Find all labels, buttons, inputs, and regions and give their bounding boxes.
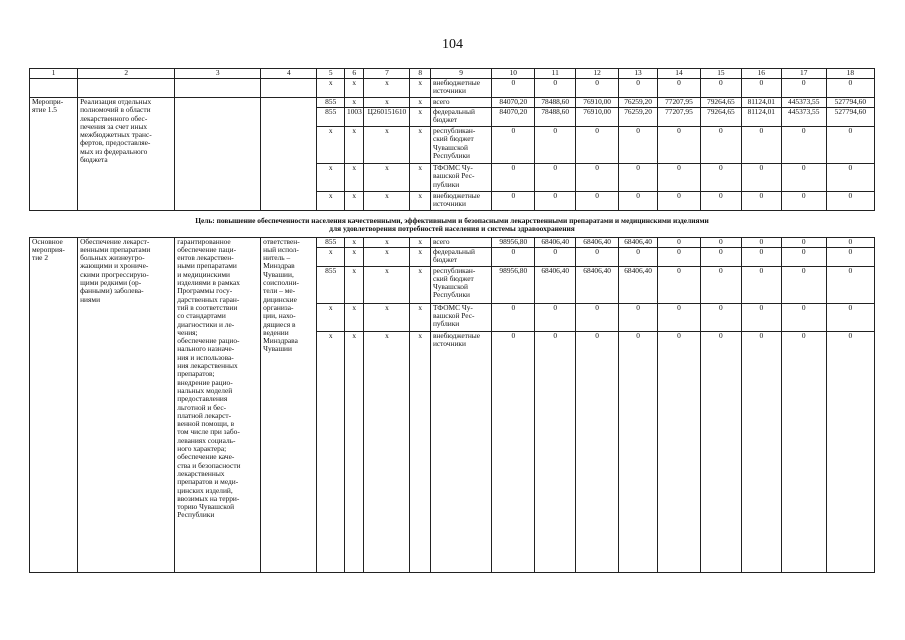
value-cell: 0	[619, 192, 658, 211]
empty-cell	[175, 98, 261, 211]
value-cell: 0	[700, 247, 741, 266]
header-cell: 11	[535, 69, 576, 79]
code-cell-c7: x	[364, 247, 410, 266]
value-cell: 76259,20	[619, 108, 658, 127]
header-cell: 16	[741, 69, 781, 79]
source-cell: внебюджетные источники	[430, 79, 491, 98]
code-cell-c8: x	[410, 331, 430, 572]
header-cell: 4	[261, 69, 317, 79]
value-cell: 76259,20	[619, 98, 658, 108]
value-cell: 0	[576, 247, 619, 266]
value-cell: 0	[700, 192, 741, 211]
value-cell: 98956,80	[492, 266, 535, 303]
value-cell: 0	[492, 127, 535, 164]
code-cell-c5: x	[317, 331, 345, 572]
executor-cell: ответствен- ный испол- нитель – Минздрав Чувашии, соисполни- тели – ме- дицинские организа- ции, нахо- дящиеся в ведении Минздрава Чувашии	[261, 237, 317, 572]
table-row	[30, 79, 875, 98]
value-cell: 0	[576, 331, 619, 572]
value-cell: 0	[741, 127, 781, 164]
value-cell: 0	[700, 127, 741, 164]
code-cell-c5: x	[317, 79, 345, 98]
value-cell: 0	[781, 192, 826, 211]
code-cell-c5: x	[317, 164, 345, 192]
code-cell-c7: x	[364, 127, 410, 164]
code-cell-c7: x	[364, 164, 410, 192]
expected-result: гарантированное обеспечение паци- ентов лекарствен- ными препаратами и медицинскими изделиями в рамках Программы госу- дарственных гаран- тий в соответствии со стандартами диагностики и ле- чения; обеспечение рацио- нального назначе- ния и использова- ния лекарственных препаратов; внедрение рацио- нальных моделей предоставления льготной и бес- платной лекарст- венной помощи, в том числе при забо- леваниях социаль- ного характера; обеспечение каче- ства и безопасности лекарственных препаратов и меди- цинских изделий, ввозимых на терри- торию Чувашской Республики	[175, 237, 261, 572]
value-cell: 0	[576, 164, 619, 192]
value-cell: 527794,60	[826, 98, 874, 108]
source-cell: ТФОМС Чу- вашской Рес- публики	[430, 303, 491, 331]
source-cell: всего	[430, 98, 491, 108]
value-cell: 78488,60	[535, 108, 576, 127]
value-cell: 0	[535, 247, 576, 266]
value-cell: 0	[619, 247, 658, 266]
code-cell-c8: x	[410, 247, 430, 266]
code-cell-c7: Ц260151610	[364, 108, 410, 127]
empty-cell	[175, 79, 261, 98]
value-cell: 0	[657, 192, 700, 211]
value-cell: 0	[781, 127, 826, 164]
value-cell: 0	[700, 303, 741, 331]
empty-cell	[261, 98, 317, 211]
source-cell: внебюджетные источники	[430, 331, 491, 572]
value-cell: 0	[741, 192, 781, 211]
value-cell: 0	[657, 331, 700, 572]
value-cell: 0	[657, 303, 700, 331]
event-label: Меропри- ятие 1.5	[30, 98, 78, 211]
code-cell-c5: x	[317, 247, 345, 266]
value-cell: 77207,95	[657, 98, 700, 108]
value-cell: 76910,00	[576, 108, 619, 127]
value-cell: 0	[535, 192, 576, 211]
value-cell: 0	[741, 164, 781, 192]
value-cell: 0	[826, 266, 874, 303]
value-cell: 0	[781, 266, 826, 303]
code-cell-c6: 1003	[345, 108, 364, 127]
value-cell: 0	[741, 237, 781, 247]
event-name: Реализация отдельных полномочий в области лекарственного обес- печения за счет иных межбюджетных транс- фертов, предоставляе- мых из федерального бюджета	[78, 98, 175, 211]
code-cell-c6: x	[345, 303, 364, 331]
value-cell: 0	[576, 303, 619, 331]
source-cell: республикан- ский бюджет Чувашской Республики	[430, 127, 491, 164]
funding-table	[29, 68, 875, 573]
value-cell: 84070,20	[492, 108, 535, 127]
value-cell: 0	[535, 79, 576, 98]
value-cell: 0	[576, 127, 619, 164]
value-cell: 0	[781, 247, 826, 266]
source-cell: республикан- ский бюджет Чувашской Республики	[430, 266, 491, 303]
code-cell-c5: x	[317, 127, 345, 164]
code-cell-c7: x	[364, 79, 410, 98]
value-cell: 527794,60	[826, 108, 874, 127]
value-cell: 0	[535, 127, 576, 164]
table-row	[30, 237, 875, 247]
event-name: Обеспечение лекарст- венными препаратами больных жизнеугро- жающими и хрониче- скими прогрессирую- щими редкими (ор- фанными) заболева- ниями	[78, 237, 175, 572]
code-cell-c6: x	[345, 127, 364, 164]
value-cell: 0	[492, 303, 535, 331]
value-cell: 0	[619, 331, 658, 572]
header-cell: 3	[175, 69, 261, 79]
value-cell: 445373,55	[781, 108, 826, 127]
empty-cell	[261, 79, 317, 98]
header-cell: 5	[317, 69, 345, 79]
value-cell: 0	[741, 331, 781, 572]
value-cell: 0	[741, 303, 781, 331]
code-cell-c7: x	[364, 303, 410, 331]
code-cell-c8: x	[410, 98, 430, 108]
value-cell: 0	[781, 331, 826, 572]
header-cell: 13	[619, 69, 658, 79]
header-cell: 18	[826, 69, 874, 79]
value-cell: 0	[657, 247, 700, 266]
value-cell: 0	[741, 247, 781, 266]
header-cell: 17	[781, 69, 826, 79]
code-cell-c5: x	[317, 303, 345, 331]
code-cell-c8: x	[410, 192, 430, 211]
page-number: 104	[442, 37, 463, 52]
code-cell-c5: 855	[317, 237, 345, 247]
value-cell: 0	[492, 247, 535, 266]
table-row	[30, 98, 875, 108]
source-cell: внебюджетные источники	[430, 192, 491, 211]
header-cell: 1	[30, 69, 78, 79]
code-cell-c6: x	[345, 237, 364, 247]
header-cell: 2	[78, 69, 175, 79]
value-cell: 0	[657, 164, 700, 192]
value-cell: 0	[700, 331, 741, 572]
value-cell: 0	[657, 127, 700, 164]
empty-cell	[78, 79, 175, 98]
code-cell-c5: 855	[317, 98, 345, 108]
value-cell: 0	[826, 237, 874, 247]
header-cell: 15	[700, 69, 741, 79]
goal-row	[30, 211, 875, 238]
event-label: Основное мероприя- тие 2	[30, 237, 78, 572]
value-cell: 0	[492, 79, 535, 98]
value-cell: 98956,80	[492, 237, 535, 247]
code-cell-c6: x	[345, 79, 364, 98]
code-cell-c7: x	[364, 331, 410, 572]
code-cell-c6: x	[345, 98, 364, 108]
value-cell: 79264,65	[700, 108, 741, 127]
value-cell: 0	[576, 192, 619, 211]
code-cell-c8: x	[410, 127, 430, 164]
source-cell: ТФОМС Чу- вашской Рес- публики	[430, 164, 491, 192]
empty-cell	[30, 79, 78, 98]
value-cell: 0	[492, 164, 535, 192]
value-cell: 0	[700, 164, 741, 192]
value-cell: 68406,40	[535, 237, 576, 247]
code-cell-c5: 855	[317, 266, 345, 303]
code-cell-c7: x	[364, 237, 410, 247]
value-cell: 68406,40	[576, 237, 619, 247]
code-cell-c8: x	[410, 164, 430, 192]
value-cell: 0	[741, 79, 781, 98]
value-cell: 0	[657, 266, 700, 303]
code-cell-c8: x	[410, 79, 430, 98]
value-cell: 78488,60	[535, 98, 576, 108]
value-cell: 0	[781, 303, 826, 331]
value-cell: 0	[700, 237, 741, 247]
value-cell: 68406,40	[535, 266, 576, 303]
source-cell: всего	[430, 237, 491, 247]
code-cell-c6: x	[345, 266, 364, 303]
value-cell: 68406,40	[619, 237, 658, 247]
code-cell-c8: x	[410, 237, 430, 247]
value-cell: 0	[741, 266, 781, 303]
header-row	[30, 69, 875, 79]
code-cell-c7: x	[364, 192, 410, 211]
value-cell: 0	[826, 79, 874, 98]
goal-heading: Цель: повышение обеспеченности населения качественными, эффективными и безопасными лекарственными препаратами и медицинскими изделиями для удовлетворения потребностей населения и системы здравоохранения	[30, 211, 875, 238]
code-cell-c7: x	[364, 266, 410, 303]
value-cell: 0	[700, 266, 741, 303]
code-cell-c6: x	[345, 192, 364, 211]
value-cell: 0	[535, 303, 576, 331]
value-cell: 0	[781, 164, 826, 192]
value-cell: 0	[619, 303, 658, 331]
source-cell: федеральный бюджет	[430, 108, 491, 127]
code-cell-c6: x	[345, 331, 364, 572]
value-cell: 0	[492, 192, 535, 211]
header-cell: 9	[430, 69, 491, 79]
value-cell: 0	[781, 79, 826, 98]
header-cell: 12	[576, 69, 619, 79]
value-cell: 0	[657, 237, 700, 247]
code-cell-c6: x	[345, 164, 364, 192]
value-cell: 79264,65	[700, 98, 741, 108]
value-cell: 0	[826, 164, 874, 192]
code-cell-c8: x	[410, 266, 430, 303]
code-cell-c8: x	[410, 303, 430, 331]
header-cell: 6	[345, 69, 364, 79]
value-cell: 68406,40	[619, 266, 658, 303]
value-cell: 81124,01	[741, 98, 781, 108]
value-cell: 0	[657, 79, 700, 98]
value-cell: 0	[826, 303, 874, 331]
value-cell: 0	[826, 247, 874, 266]
value-cell: 0	[535, 331, 576, 572]
value-cell: 0	[492, 331, 535, 572]
code-cell-c5: 855	[317, 108, 345, 127]
value-cell: 0	[826, 127, 874, 164]
header-cell: 10	[492, 69, 535, 79]
value-cell: 0	[826, 331, 874, 572]
value-cell: 0	[619, 164, 658, 192]
value-cell: 0	[826, 192, 874, 211]
value-cell: 84070,20	[492, 98, 535, 108]
value-cell: 76910,00	[576, 98, 619, 108]
header-cell: 14	[657, 69, 700, 79]
value-cell: 0	[576, 79, 619, 98]
value-cell: 0	[700, 79, 741, 98]
value-cell: 81124,01	[741, 108, 781, 127]
header-cell: 8	[410, 69, 430, 79]
value-cell: 68406,40	[576, 266, 619, 303]
source-cell: федеральный бюджет	[430, 247, 491, 266]
header-cell: 7	[364, 69, 410, 79]
code-cell-c7: x	[364, 98, 410, 108]
value-cell: 77207,95	[657, 108, 700, 127]
value-cell: 0	[535, 164, 576, 192]
value-cell: 0	[619, 127, 658, 164]
code-cell-c8: x	[410, 108, 430, 127]
code-cell-c5: x	[317, 192, 345, 211]
value-cell: 0	[619, 79, 658, 98]
value-cell: 445373,55	[781, 98, 826, 108]
code-cell-c6: x	[345, 247, 364, 266]
value-cell: 0	[781, 237, 826, 247]
